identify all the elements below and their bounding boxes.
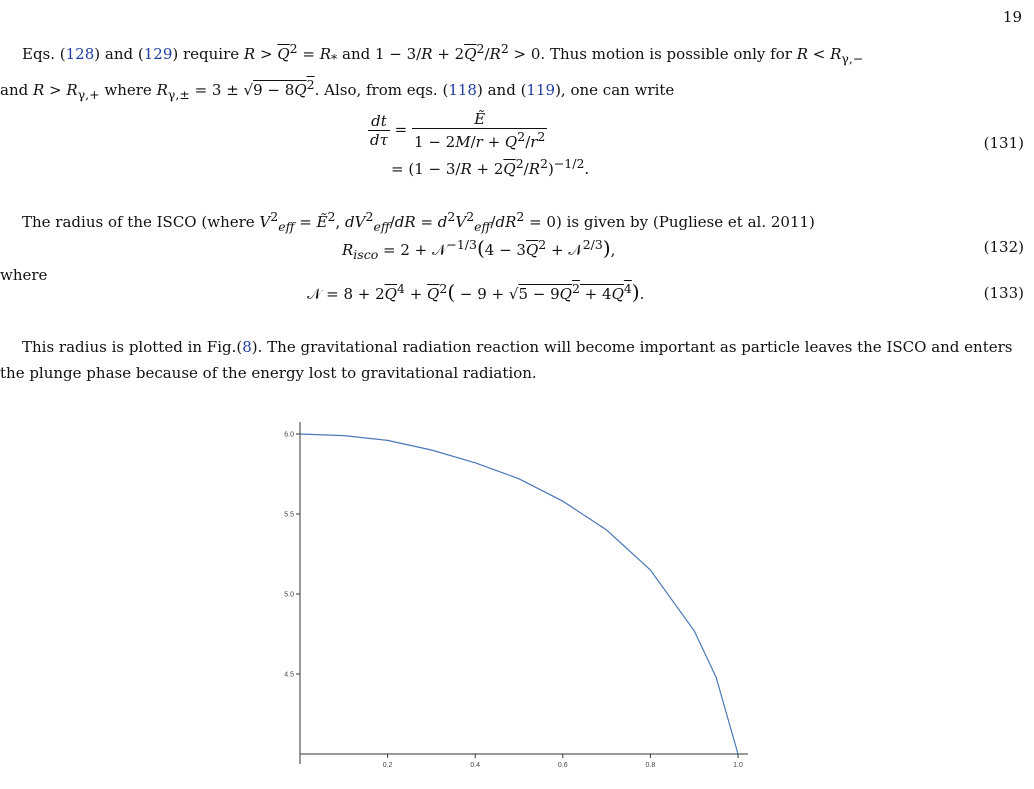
ref-eq-118[interactable]: 118 [448,81,477,99]
y-tick-label: 4.5 [284,671,294,679]
equation-number-132: (132) [983,238,1024,256]
ref-eq-129[interactable]: 129 [143,45,173,63]
series-line-0 [300,434,738,754]
x-tick-label: 0.8 [645,762,656,769]
equation-133-body: 𝒩 = $8 + 2\overline{Q}^4 + \overline{Q}^2( - 9 + √5 - 9Q^2 + 4Q^4)$. [307,280,645,304]
where-label: where [0,266,48,284]
equation-number-133: (133) [983,284,1024,302]
paragraph-plot-description: This radius is plotted in Fig.(8). The gravitational radiation reaction will become important as particle leaves the ISCO and enters the plunge phase because of the energy lost to gravitational radiation. [0,338,1013,382]
ref-fig-8[interactable]: 8 [242,338,252,356]
y-tick-label: 6.0 [284,431,294,439]
ref-eq-119[interactable]: 119 [526,81,556,99]
y-tick-label: 5.0 [284,591,294,599]
isco-radius-chart [268,402,768,782]
paragraph-isco-motion [0,36,1024,108]
equation-131 [0,110,1024,180]
x-tick-label: 0.4 [470,762,481,769]
ref-eq-128[interactable]: 128 [65,45,95,63]
y-tick-label: 5.5 [284,511,294,519]
x-tick-label: 0.6 [557,762,568,769]
equation-133 [0,280,1024,314]
equation-132 [0,236,1024,266]
equation-131-line-1: $\frac{dt}{d\tau}$ = $\frac{\text{Ẽ}}{1 - 2M/r + Q^2/r^2}$ [370,110,546,151]
paragraph-line-1: Eqs. (128) and (129) require $R > \overline{Q}^2 = R_*$ and $1 - 3/R + 2\overline{Q}^2/R^2 > 0$. Thus motion is possible only for $R < R_{\gamma,-}$ [22,41,864,66]
equation-131-line-2: = $(1 - 3/R + 2\overline{Q}^2/R^2)^{-1/2}$. [391,156,590,178]
paragraph-isco-radius: The radius of the ISCO (where $V^2_{eff}$ = Ẽ$^2$, $dV^2_{eff}/dR = d^2V^2_{eff}/dR^2 = 0$) is given by (Pugliese et al. 2011) [22,209,815,234]
page-number: 19 [1002,8,1022,26]
paragraph-line-2: and $R > R_{\gamma,+}$ where $R_{\gamma,\pm} = 3 \pm √9 - 8Q^2$. Also, from eqs. (118) and (119), one can write [0,77,675,102]
x-tick-label: 0.2 [382,762,393,769]
x-tick-label: 1.0 [733,762,743,769]
equation-132-body: $R_{isco} = 2$ + 𝒩$^{-1/3}$(4 − $3\overline{Q}^2$ + 𝒩$^{2/3}$), [342,236,616,262]
equation-number-131: (131) [983,134,1024,152]
